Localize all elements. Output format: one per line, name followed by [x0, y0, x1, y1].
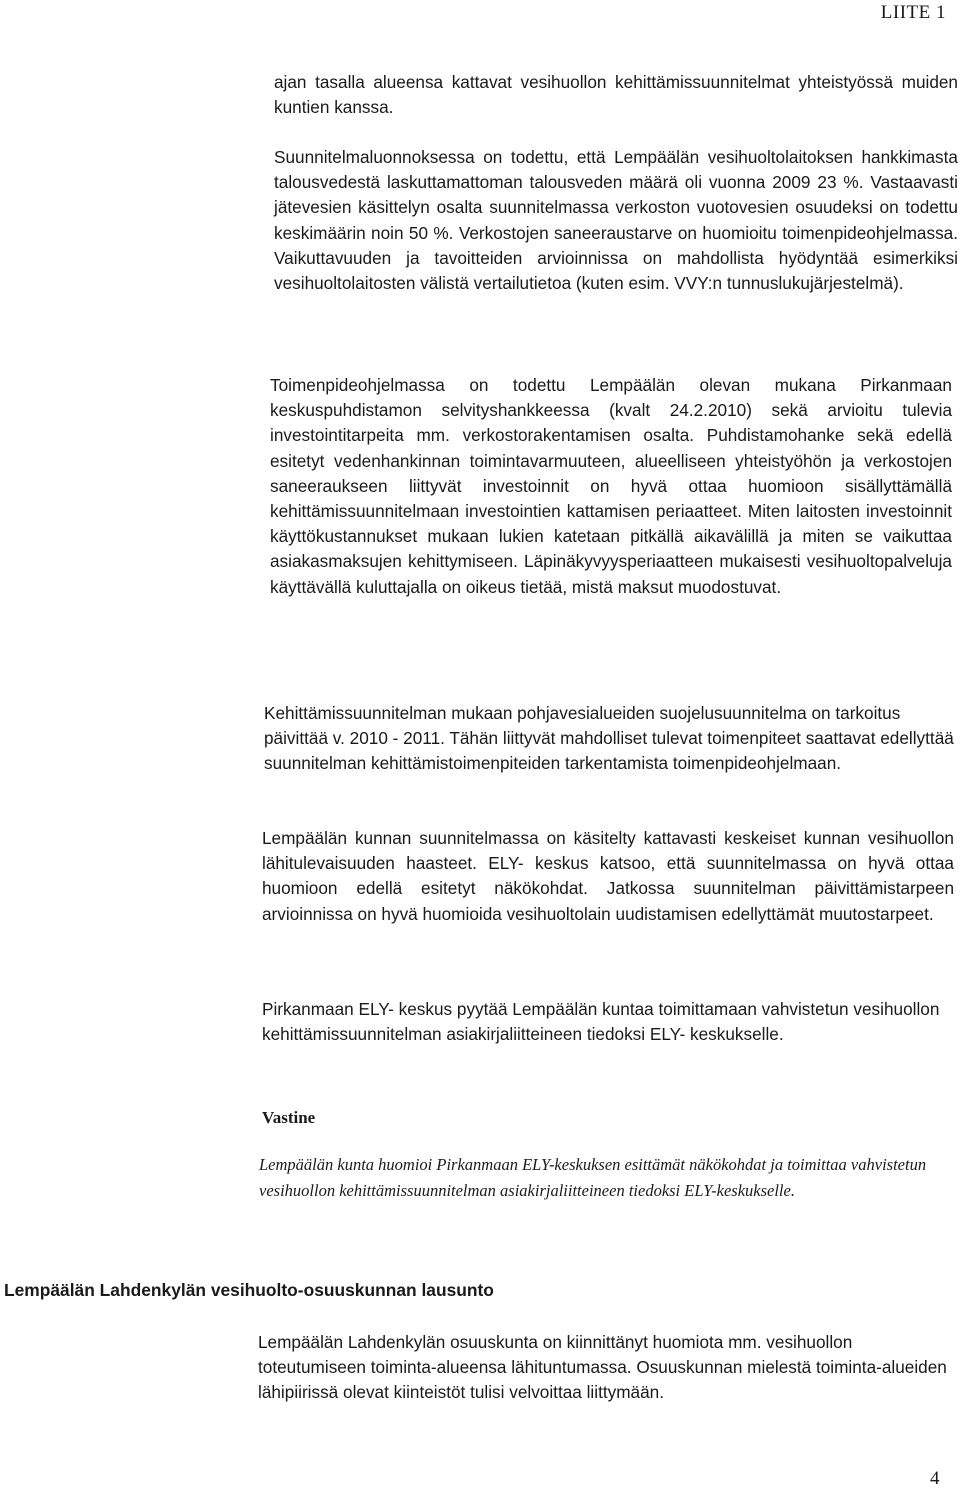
response-heading: Vastine [262, 1108, 316, 1127]
section-title: Lempäälän Lahdenkylän vesihuolto-osuuskunnan lausunto [4, 1280, 494, 1300]
paragraph-groundwater-protection: Kehittämissuunnitelman mukaan pohjavesialueiden suojelusuunnitelma on tarkoitus päivittää v. 2010 - 2011. Tähän liittyvät mahdolliset tulevat toimenpiteet saattavat edellyttää suunnitelman kehittämistoimenpiteiden tarkentamista toimenpideohjelmaan. [264, 703, 954, 774]
page-number: 4 [930, 1468, 940, 1489]
appendix-label: LIITE 1 [880, 2, 946, 23]
paragraph-request: Pirkanmaan ELY- keskus pyytää Lempäälän kuntaa toimittamaan vahvistetun vesihuollon kehittämissuunnitelman asiakirjaliitteineen tiedoksi ELY- keskukselle. [262, 999, 940, 1045]
paragraph-unbilled-water: Suunnitelmaluonnoksessa on todettu, että Lempäälän vesihuoltolaitoksen hankkimasta talousvedestä laskuttamattoman talousveden määrä oli vuonna 2009 23 %. Vastaavasti jätevesien käsittelyn osalta suunnitelmassa verkoston vuotovesien osuudeksi on todettu keskimäärin noin 50 %. Verkostojen saneeraustarve on huomioitu toimenpideohjelmassa. Vaikuttavuuden ja tavoitteiden arvioinnissa on mahdollista hyödyntää esimerkiksi vesihuoltolaitosten välistä vertailutietoa (kuten esim. VVY:n tunnuslukujärjestelmä). [274, 147, 958, 294]
paragraph-cooperation: ajan tasalla alueensa kattavat vesihuollon kehittämissuunnitelmat yhteistyössä muiden kuntien kanssa. [274, 72, 958, 118]
paragraph-assessment: Lempäälän kunnan suunnitelmassa on käsitelty kattavasti keskeiset kunnan vesihuollon lähitulevaisuuden haasteet. ELY- keskus katsoo, että suunnitelmassa on hyvä ottaa huomioon edellä esitetyt näkökohdat. Jatkossa suunnitelman päivittämistarpeen arvioinnissa on hyvä huomioida vesihuoltolain uudistamisen edellyttämät muutostarpeet. [262, 828, 954, 924]
paragraph-action-programme: Toimenpideohjelmassa on todettu Lempäälän olevan mukana Pirkanmaan keskuspuhdistamon selvityshankkeessa (kvalt 24.2.2010) sekä arvioitu tulevia investointitarpeita mm. verkostorakentamisen osalta. Puhdistamohanke sekä edellä esitetyt vedenhankinnan toimintavarmuuteen, alueelliseen yhteistyöhön ja verkostojen saneeraukseen liittyvät investoinnit on hyvä ottaa huomioon sisällyttämällä kehittämissuunnitelmaan investointien kattamisen periaatteet. Miten laitosten investoinnit käyttökustannukset mukaan lukien katetaan pitkällä aikavälillä ja miten se vaikuttaa asiakasmaksujen kehittymiseen. Läpinäkyvyysperiaatteen mukaisesti vesihuoltopalveluja käyttävällä kuluttajalla on oikeus tietää, mistä maksut muodostuvat. [270, 375, 952, 597]
section-paragraph: Lempäälän Lahdenkylän osuuskunta on kiinnittänyt huomiota mm. vesihuollon toteutumiseen toiminta-alueensa lähituntumassa. Osuuskunnan mielestä toiminta-alueiden lähipiirissä olevat kiinteistöt tulisi velvoittaa liittymään. [258, 1332, 947, 1402]
response-text: Lempäälän kunta huomioi Pirkanmaan ELY-keskuksen esittämät näkökohdat ja toimittaa vahvistetun vesihuollon kehittämissuunnitelman asiakirjaliitteineen tiedoksi ELY-keskukselle. [259, 1155, 927, 1200]
